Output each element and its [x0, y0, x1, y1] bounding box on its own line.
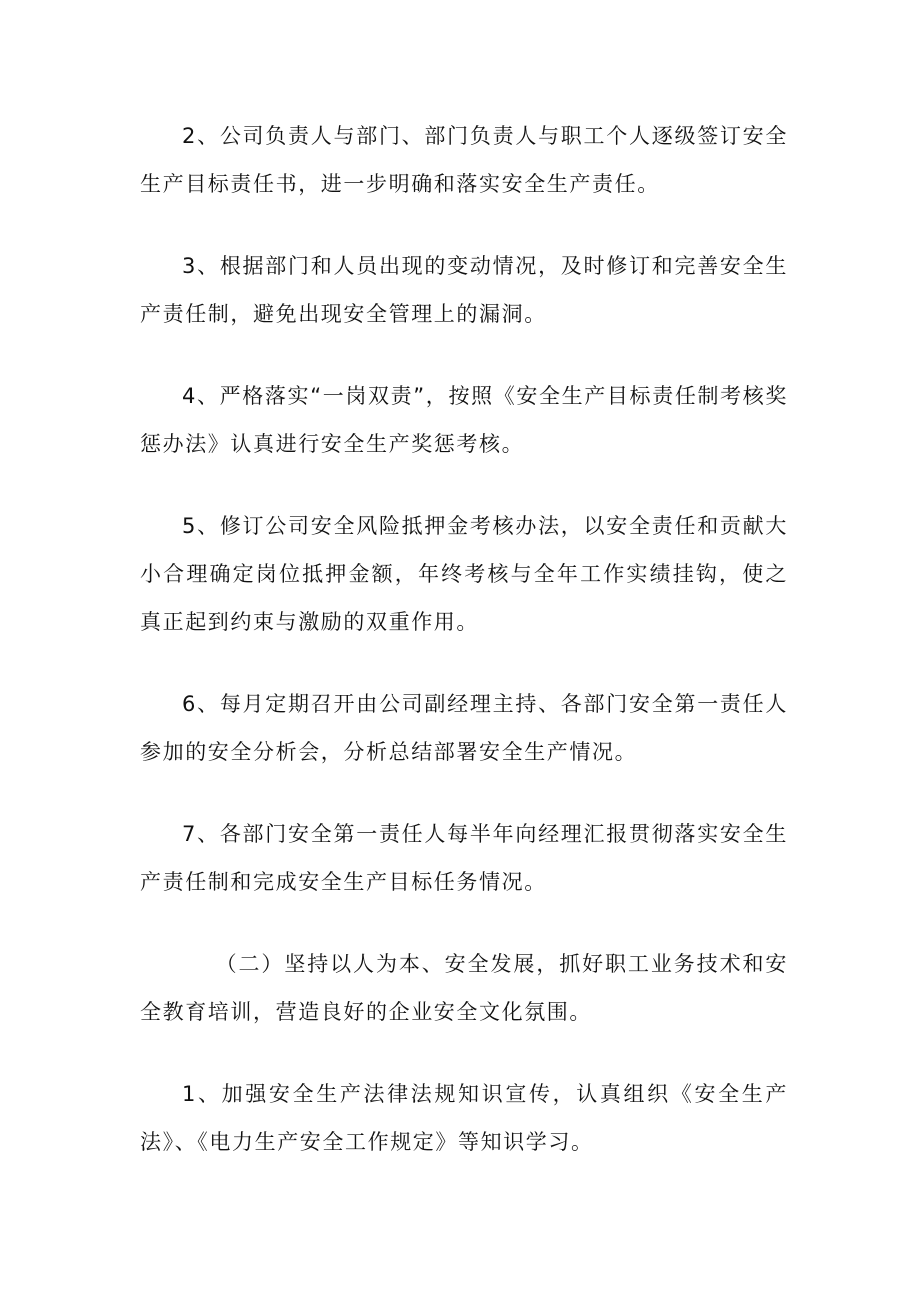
section-heading-2: （二）坚持以人为本、安全发展，抓好职工业务技术和安全教育培训，营造良好的企业安全文化氛围。	[140, 952, 788, 1024]
paragraph-item-5: 5、修订公司安全风险抵押金考核办法，以安全责任和贡献大小合理确定岗位抵押金额，年终考核与全年工作实绩挂钩，使之真正起到约束与激励的双重作用。	[140, 514, 788, 634]
paragraph-item-3: 3、根据部门和人员出现的变动情况，及时修订和完善安全生产责任制，避免出现安全管理上的漏洞。	[140, 254, 788, 326]
paragraph-item-7: 7、各部门安全第一责任人每半年向经理汇报贯彻落实安全生产责任制和完成安全生产目标任务情况。	[140, 822, 788, 894]
paragraph-item-6: 6、每月定期召开由公司副经理主持、各部门安全第一责任人参加的安全分析会，分析总结部署安全生产情况。	[140, 692, 788, 764]
paragraph-item-4: 4、严格落实“一岗双责”，按照《安全生产目标责任制考核奖惩办法》认真进行安全生产奖惩考核。	[140, 384, 788, 456]
paragraph-item-2: 2、公司负责人与部门、部门负责人与职工个人逐级签订安全生产目标责任书，进一步明确和落实安全生产责任。	[140, 124, 788, 196]
paragraph-item-1: 1、加强安全生产法律法规知识宣传，认真组织《安全生产法》、《电力生产安全工作规定》等知识学习。	[140, 1082, 788, 1154]
document-body	[140, 112, 788, 1200]
